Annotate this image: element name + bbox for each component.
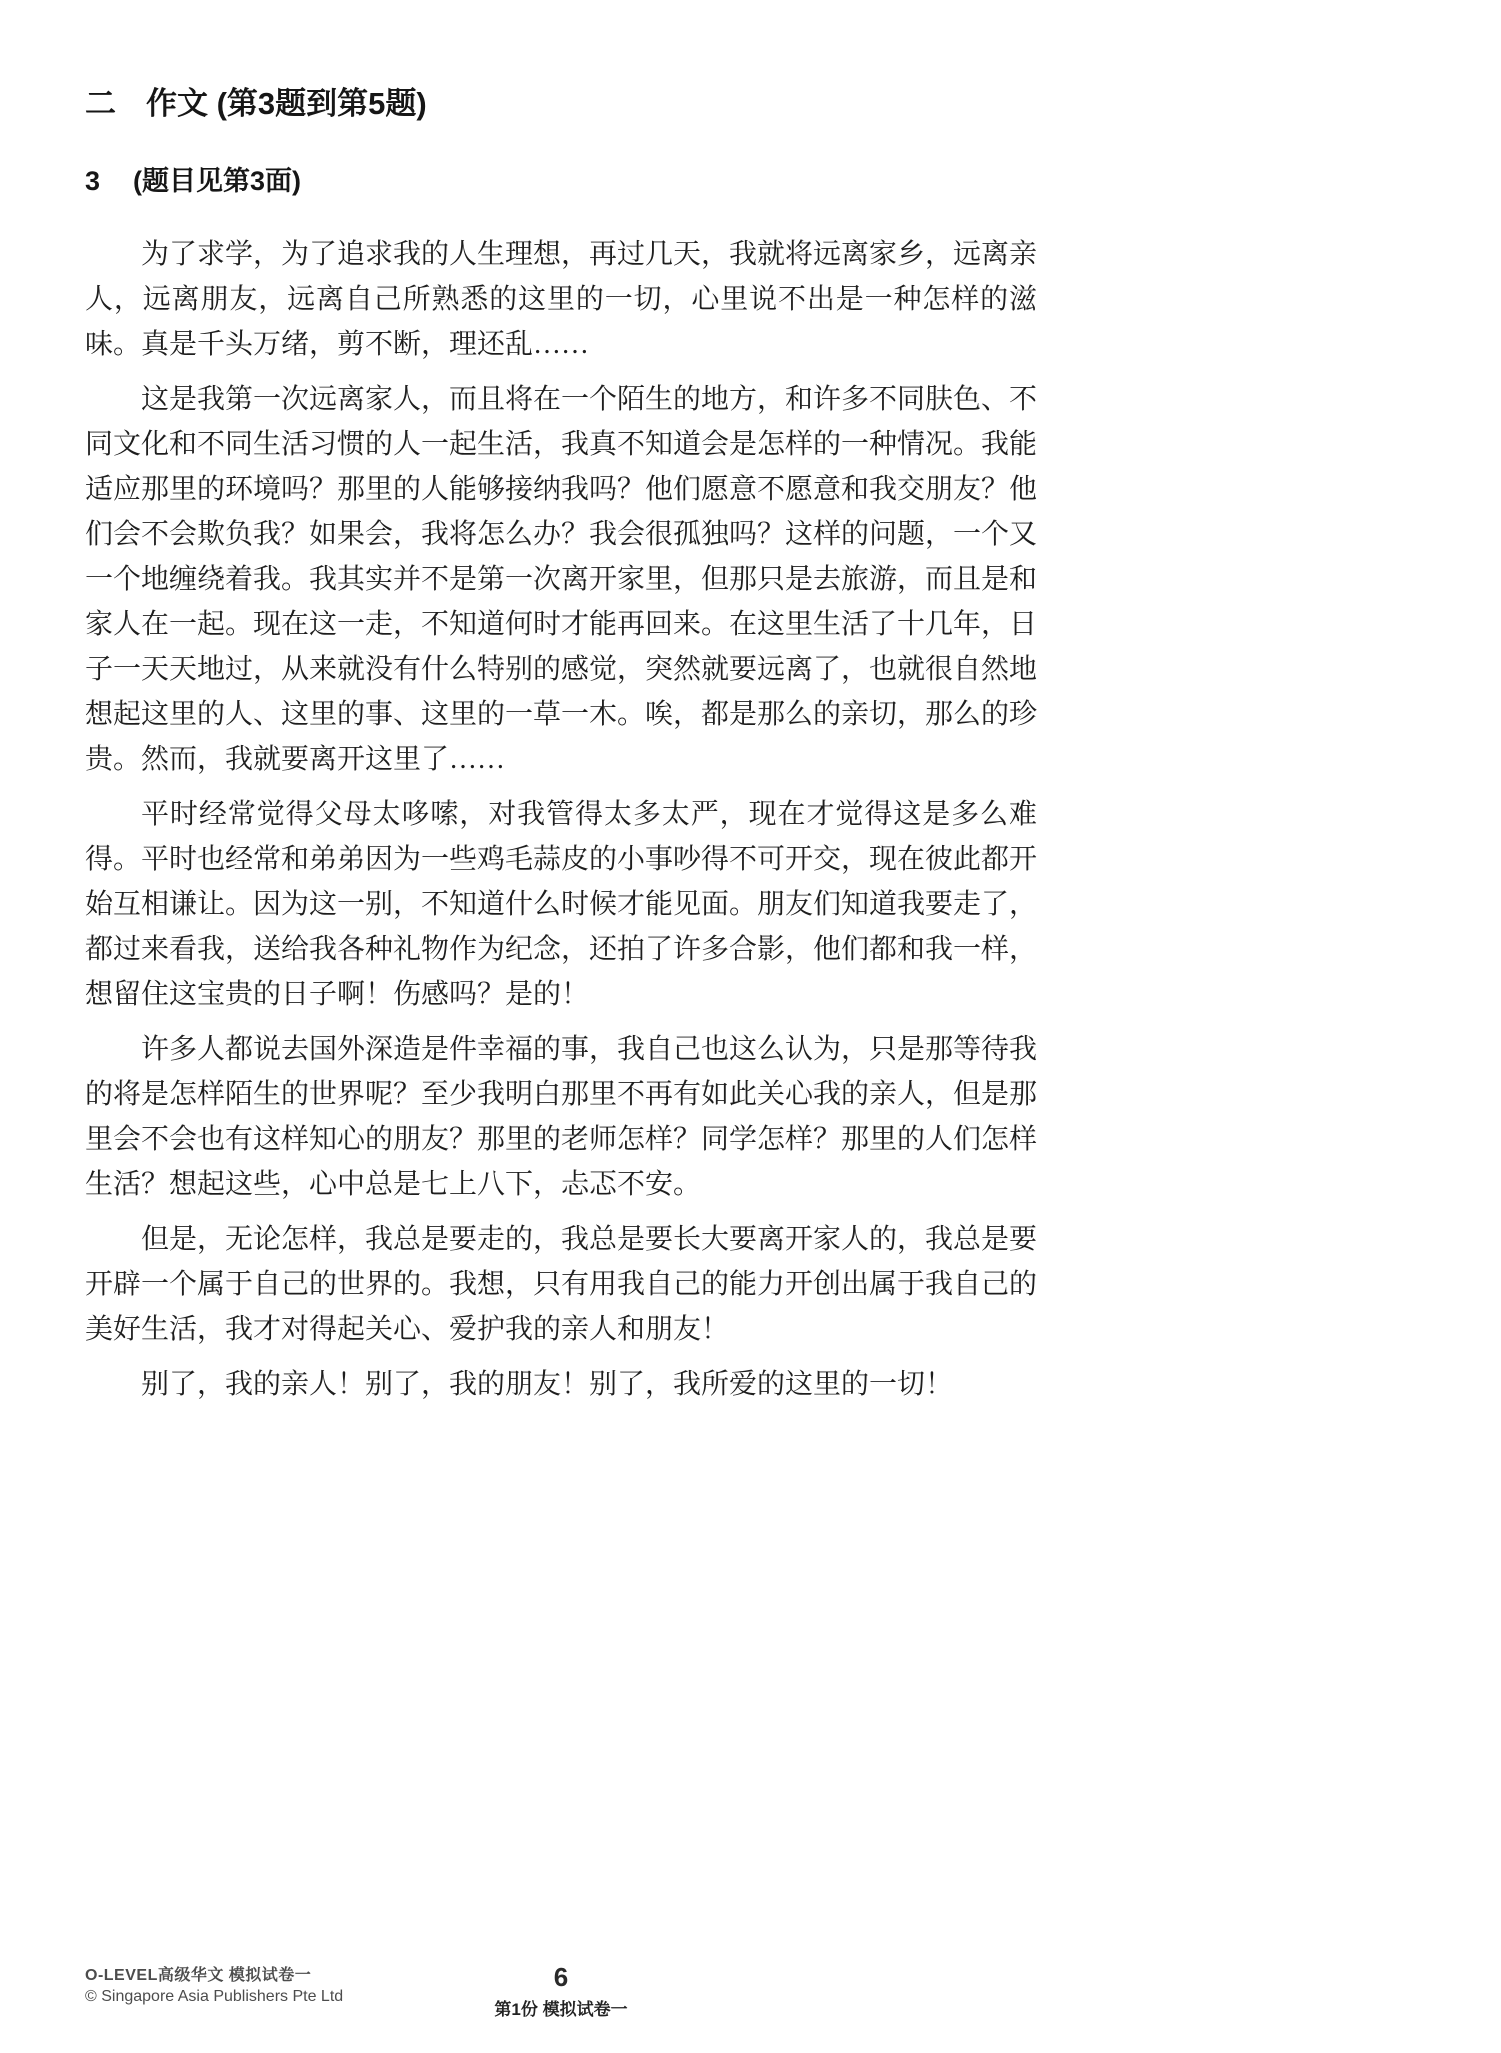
publisher-series-title: O-LEVEL高级华文 模拟试卷一 — [85, 1967, 312, 1984]
essay-paragraph-2: 这是我第一次远离家人，而且将在一个陌生的地方，和许多不同肤色、不同文化和不同生活习惯的人一起生活，我真不知道会是怎样的一种情况。我能适应那里的环境吗？那里的人能够接纳我吗？他们愿意不愿意和我交朋友？他们会不会欺负我？如果会，我将怎么办？我会很孤独吗？这样的问题，一个又一个地缠绕着我。我其实并不是第一次离开家里，但那只是去旅游，而且是和家人在一起。现在这一走，不知道何时才能再回来。在这里生活了十几年，日子一天天地过，从来就没有什么特别的感觉，突然就要远离了，也就很自然地想起这里的人、这里的事、这里的一草一木。唉，都是那么的亲切，那么的珍贵。然而，我就要离开这里了…… — [85, 384, 1038, 775]
question-line — [85, 159, 1037, 198]
essay-paragraph-1: 为了求学，为了追求我的人生理想，再过几天，我就将远离家乡，远离亲人，远离朋友，远离自己所熟悉的这里的一切，心里说不出是一种怎样的滋味。真是千头万绪，剪不断，理还乱…… — [85, 239, 1038, 360]
essay-paragraph-5: 但是，无论怎样，我总是要走的，我总是要长大要离开家人的，我总是要开辟一个属于自己的世界的。我想，只有用我自己的能力开创出属于我自己的美好生活，我才对得起关心、爱护我的亲人和朋友！ — [85, 1224, 1038, 1345]
publisher-info — [85, 1965, 343, 2007]
essay-paragraph-4: 许多人都说去国外深造是件幸福的事，我自己也这么认为，只是那等待我的将是怎样陌生的世界呢？至少我明白那里不再有如此关心我的亲人，但是那里会不会也有这样知心的朋友？那里的老师怎样？同学怎样？那里的人们怎样生活？想起这些，心中总是七上八下，忐忑不安。 — [85, 1034, 1038, 1200]
booklet-label: 第1份 模拟试卷一 — [494, 2000, 628, 2019]
essay-paragraph-3: 平时经常觉得父母太哆嗦，对我管得太多太严，现在才觉得这是多么难得。平时也经常和弟弟因为一些鸡毛蒜皮的小事吵得不可开交，现在彼此都开始互相谦让。因为这一别，不知道什么时候才能见面。朋友们知道我要走了，都过来看我，送给我各种礼物作为纪念，还拍了许多合影，他们都和我一样，想留住这宝贵的日子啊！伤感吗？是的！ — [85, 799, 1038, 1010]
question-number: 3 — [85, 166, 101, 196]
page-content — [85, 78, 1037, 1417]
section-heading — [85, 78, 1037, 123]
section-title: 作文 (第3题到第5题) — [146, 86, 427, 121]
page-number: 6 — [553, 1962, 569, 1992]
essay-body — [85, 232, 1037, 1407]
copyright-text: © Singapore Asia Publishers Pte Ltd — [85, 1988, 344, 2005]
essay-paragraph-6: 别了，我的亲人！别了，我的朋友！别了，我所爱的这里的一切！ — [141, 1369, 954, 1400]
footer-center — [494, 1963, 627, 2020]
question-note: (题目见第3面) — [133, 166, 301, 196]
section-number: 二 — [85, 86, 116, 121]
page-footer — [85, 1963, 1037, 2023]
